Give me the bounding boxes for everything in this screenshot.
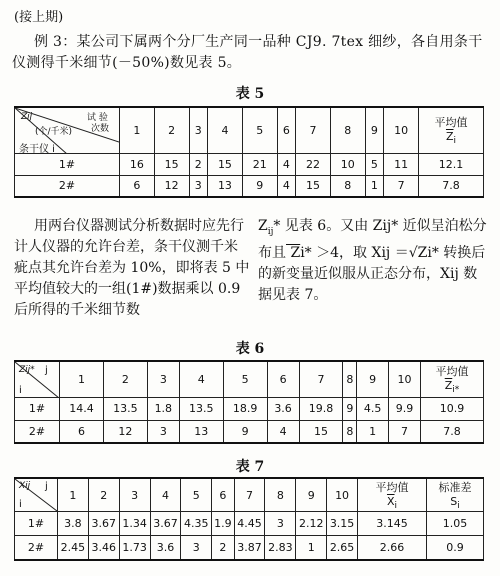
row-label: 1#	[15, 153, 120, 175]
table5-corner-top: 试 验	[87, 113, 108, 123]
table5-col-header: 6	[277, 107, 296, 153]
table5-col-header: 3	[189, 107, 208, 153]
table6-caption: 表 6	[235, 341, 265, 357]
table-cell: 3.87	[234, 536, 265, 560]
table-cell: 11	[384, 153, 419, 175]
table-cell: 4	[277, 175, 296, 197]
table-cell: 15	[154, 153, 189, 175]
table-row	[15, 153, 484, 175]
table5-avg-header	[419, 107, 484, 153]
table-cell: 3.8	[58, 512, 89, 536]
table-row	[15, 512, 484, 536]
table7-col-header: 6	[212, 478, 234, 512]
table7-col-header: 4	[150, 478, 181, 512]
table6-col-header: 6	[267, 361, 299, 397]
table-row	[15, 536, 484, 560]
table-row	[15, 420, 484, 443]
table6-corner	[15, 361, 60, 397]
table5-col-header: 10	[384, 107, 419, 153]
table-cell: 4.45	[234, 512, 265, 536]
table-cell: 1	[296, 536, 327, 560]
table7-sd-header	[427, 478, 484, 512]
table6-col-header: 8	[343, 361, 357, 397]
table-cell: 1.8	[147, 397, 179, 420]
table6	[14, 360, 484, 444]
table7-sd-symbol: S	[450, 495, 458, 508]
table6-col-header: 2	[103, 361, 147, 397]
table-cell: 5	[365, 153, 384, 175]
table-cell: 2.65	[327, 536, 358, 560]
table5-col-header: 7	[296, 107, 331, 153]
table-cell: 6	[60, 420, 104, 443]
table-cell: 10	[330, 153, 365, 175]
table7-col-header: 7	[234, 478, 265, 512]
table-cell: 4.5	[357, 397, 389, 420]
table-cell: 2	[212, 536, 234, 560]
row-label: 2#	[15, 175, 120, 197]
table7-corner-top: j	[45, 481, 48, 492]
table-cell: 14.4	[60, 397, 104, 420]
table-cell: 15	[296, 175, 331, 197]
table7-corner	[15, 478, 58, 512]
table5-avg-sub: i	[453, 136, 457, 147]
table-cell: 19.8	[299, 397, 343, 420]
table7-avg-sub: i	[394, 501, 398, 512]
table7-col-header: 8	[265, 478, 296, 512]
table-cell: 3.67	[150, 512, 181, 536]
table-cell: 3.15	[327, 512, 358, 536]
table6-col-header: 3	[147, 361, 179, 397]
row-label: 2#	[15, 536, 58, 560]
table7-corner-mid: Xij	[19, 481, 31, 491]
table5-col-header: 1	[120, 107, 155, 153]
table-cell: 2	[189, 153, 208, 175]
table-cell-sd: 1.05	[427, 512, 484, 536]
table-cell-avg: 3.145	[358, 512, 427, 536]
table7-sd-label: 标准差	[438, 481, 472, 494]
table5-corner-top2: 次数	[91, 124, 110, 134]
table-cell: 9	[223, 420, 267, 443]
para-right-part: ij 数据见表 7。	[258, 265, 478, 303]
table-cell: 9.9	[389, 397, 421, 420]
table-cell: 1	[365, 175, 384, 197]
table-cell: 6	[120, 175, 155, 197]
table-cell-avg: 10.9	[421, 397, 484, 420]
table-cell: 15	[208, 153, 243, 175]
table5-avg-symbol: $\overline{Z}$	[445, 130, 454, 144]
table-cell: 8	[343, 420, 357, 443]
table-row	[15, 397, 484, 420]
paragraph-right	[258, 216, 490, 306]
table-cell: 13	[179, 420, 223, 443]
para-right-part: Z	[258, 218, 268, 234]
table5-corner-bottom: 条干仪 i	[19, 144, 55, 155]
table6-col-header: 4	[179, 361, 223, 397]
table5-col-header: 2	[154, 107, 189, 153]
table6-avg-sub: i*	[452, 385, 460, 396]
table5-col-header: 4	[208, 107, 243, 153]
table7	[14, 477, 484, 561]
table-cell: 18.9	[223, 397, 267, 420]
table-cell: 3.67	[88, 512, 119, 536]
table-cell: 12	[154, 175, 189, 197]
row-label: 2#	[15, 420, 60, 443]
table-cell: 4	[277, 153, 296, 175]
table-cell-avg: 12.1	[419, 153, 484, 175]
table7-col-header: 1	[58, 478, 89, 512]
table7-col-header: 3	[119, 478, 150, 512]
row-label: 1#	[15, 397, 60, 420]
table-cell-avg: 7.8	[419, 175, 484, 197]
table7-col-header: 2	[88, 478, 119, 512]
table-cell: 1.73	[119, 536, 150, 560]
table5-col-header: 8	[330, 107, 365, 153]
table5-corner	[15, 107, 120, 153]
table-cell: 3.46	[88, 536, 119, 560]
table-cell: 8	[330, 175, 365, 197]
table-cell: 2.83	[265, 536, 296, 560]
table-cell: 13	[208, 175, 243, 197]
table-cell: 15	[299, 420, 343, 443]
table-cell: 4	[267, 420, 299, 443]
table5-corner-mid: Zij	[21, 112, 33, 122]
para-right-part: ij	[267, 226, 274, 237]
table-cell: 1	[357, 420, 389, 443]
table-cell-sd: 0.9	[427, 536, 484, 560]
table5-col-header: 5	[242, 107, 277, 153]
para-right-part: i* 转换后的新变量近似服从正态分布，X	[258, 244, 486, 282]
para-right-part: * 见表 6。又由 Z	[273, 218, 383, 234]
table7-avg-header	[358, 478, 427, 512]
table6-corner-top: j	[45, 365, 48, 376]
table6-corner-bottom: i	[19, 385, 22, 396]
table-row	[15, 175, 484, 197]
table-cell: 13.5	[179, 397, 223, 420]
table6-col-header: 10	[389, 361, 421, 397]
table-cell: 3	[265, 512, 296, 536]
table-cell: 7	[389, 420, 421, 443]
table-cell: 3	[189, 175, 208, 197]
table-cell: 4.35	[181, 512, 212, 536]
table6-avg-label: 平均值	[435, 365, 469, 379]
table-cell: 1.9	[212, 512, 234, 536]
table-cell: 13.5	[103, 397, 147, 420]
table7-col-header: 10	[327, 478, 358, 512]
table-cell: 21	[242, 153, 277, 175]
table6-avg-header	[421, 361, 484, 397]
table6-col-header: 1	[60, 361, 104, 397]
table7-corner-bottom: i	[19, 499, 22, 510]
para-right-part: i* ＞4，取 X	[300, 244, 382, 261]
para-right-part: ij* 近似呈泊松分布且	[258, 218, 487, 261]
table7-col-header: 5	[181, 478, 212, 512]
table-cell: 22	[296, 153, 331, 175]
table6-avg-symbol: $\overline{Z}$	[444, 379, 453, 393]
table-cell: 1.34	[119, 512, 150, 536]
paragraph-left: 用两台仪器测试分析数据时应先行计人仪器的允许台差，条干仪测千米疵点其允许台差为 10%，即将表 5 中平均值较大的一组(1#)数据乘以 0.9 后所得的千米细节数	[14, 218, 250, 318]
table7-col-header: 9	[296, 478, 327, 512]
continued-note: (接上期)	[14, 10, 64, 25]
table-cell: 9	[343, 397, 357, 420]
table-cell: 3	[147, 420, 179, 443]
table-cell: 16	[120, 153, 155, 175]
table-cell: 7	[384, 175, 419, 197]
row-label: 1#	[15, 512, 58, 536]
intro-paragraph: 例 3：某公司下属两个分厂生产同一品种 CJ9. 7tex 细纱，各自用条干仪测得千米细节(－50%)数见表 5。	[12, 34, 483, 71]
table5-avg-label: 平均值	[434, 116, 468, 130]
table6-corner-mid: Zij*	[19, 365, 35, 375]
table7-sd-sub: i	[457, 501, 460, 512]
table-cell-avg: 7.8	[421, 420, 484, 443]
table6-col-header: 9	[357, 361, 389, 397]
table6-col-header: 5	[223, 361, 267, 397]
table5	[14, 106, 484, 198]
table-cell: 2.12	[296, 512, 327, 536]
table7-caption: 表 7	[235, 459, 265, 475]
table-cell-avg: 2.66	[358, 536, 427, 560]
table-cell: 9	[242, 175, 277, 197]
para-right-part: ij ＝√Z	[381, 244, 428, 261]
table-cell: 3	[181, 536, 212, 560]
table7-avg-symbol: $\overline{X}$	[386, 495, 395, 508]
table7-avg-label: 平均值	[375, 481, 409, 494]
table5-corner-mid2: (个/千米)	[35, 127, 73, 137]
table6-col-header: 7	[299, 361, 343, 397]
para-right-part: Z	[286, 244, 301, 261]
table5-caption: 表 5	[235, 86, 265, 102]
table-cell: 12	[103, 420, 147, 443]
table-cell: 3.6	[150, 536, 181, 560]
table-cell: 2.45	[58, 536, 89, 560]
table-cell: 3.6	[267, 397, 299, 420]
table5-col-header: 9	[365, 107, 384, 153]
